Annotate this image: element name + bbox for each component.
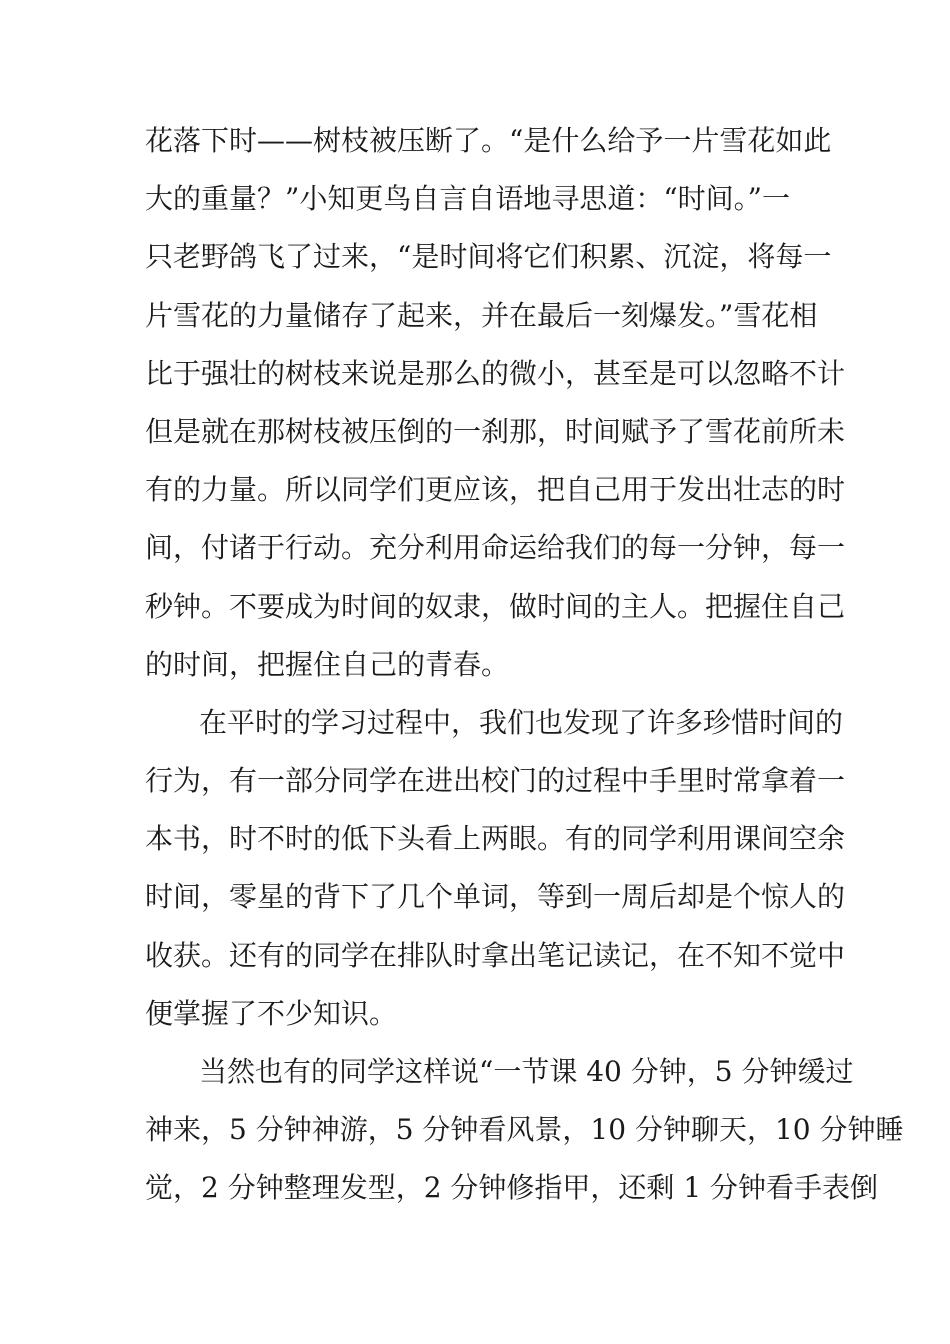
- text-line: 大的重量？”小知更鸟自言自语地寻思道：“时间。”一: [145, 182, 790, 216]
- text-line: 行为，有一部分同学在进出校门的过程中手里时常拿着一: [145, 764, 846, 798]
- text-line: 神来，5 分钟神游，5 分钟看风景，10 分钟聊天，10 分钟睡: [145, 1113, 904, 1147]
- text-line: 收获。还有的同学在排队时拿出笔记读记，在不知不觉中: [145, 938, 846, 972]
- text-line: 觉，2 分钟整理发型，2 分钟修指甲，还剩 1 分钟看手表倒: [145, 1171, 879, 1205]
- text-line: 秒钟。不要成为时间的奴隶，做时间的主人。把握住自己: [145, 589, 846, 623]
- text-line: 便掌握了不少知识。: [145, 996, 398, 1030]
- text-line: 花落下时——树枝被压断了。“是什么给予一片雪花如此: [145, 124, 832, 157]
- text-line: 的时间，把握住自己的青春。: [145, 647, 510, 681]
- body-text: [145, 112, 904, 1218]
- text-line: 有的力量。所以同学们更应该，把自己用于发出壮志的时: [145, 473, 846, 507]
- text-line: 时间，零星的背下了几个单词，等到一周后却是个惊人的: [145, 880, 846, 914]
- text-line: 本书，时不时的低下头看上两眼。有的同学利用课间空余: [145, 822, 846, 856]
- text-line: 只老野鸽飞了过来，“是时间将它们积累、沉淀，将每一: [145, 240, 832, 274]
- text-line: 比于强壮的树枝来说是那么的微小，甚至是可以忽略不计: [145, 356, 846, 390]
- paragraph-start-line: 当然也有的同学这样说“一节课 40 分钟，5 分钟缓过: [199, 1055, 854, 1088]
- text-line: 片雪花的力量储存了起来，并在最后一刻爆发。”雪花相: [145, 298, 818, 332]
- text-line: 但是就在那树枝被压倒的一刹那，时间赋予了雪花前所未: [145, 414, 846, 448]
- text-line: 间，付诸于行动。充分利用命运给我们的每一分钟，每一: [145, 531, 846, 565]
- paragraph-start-line: 在平时的学习过程中，我们也发现了许多珍惜时间的: [199, 705, 844, 739]
